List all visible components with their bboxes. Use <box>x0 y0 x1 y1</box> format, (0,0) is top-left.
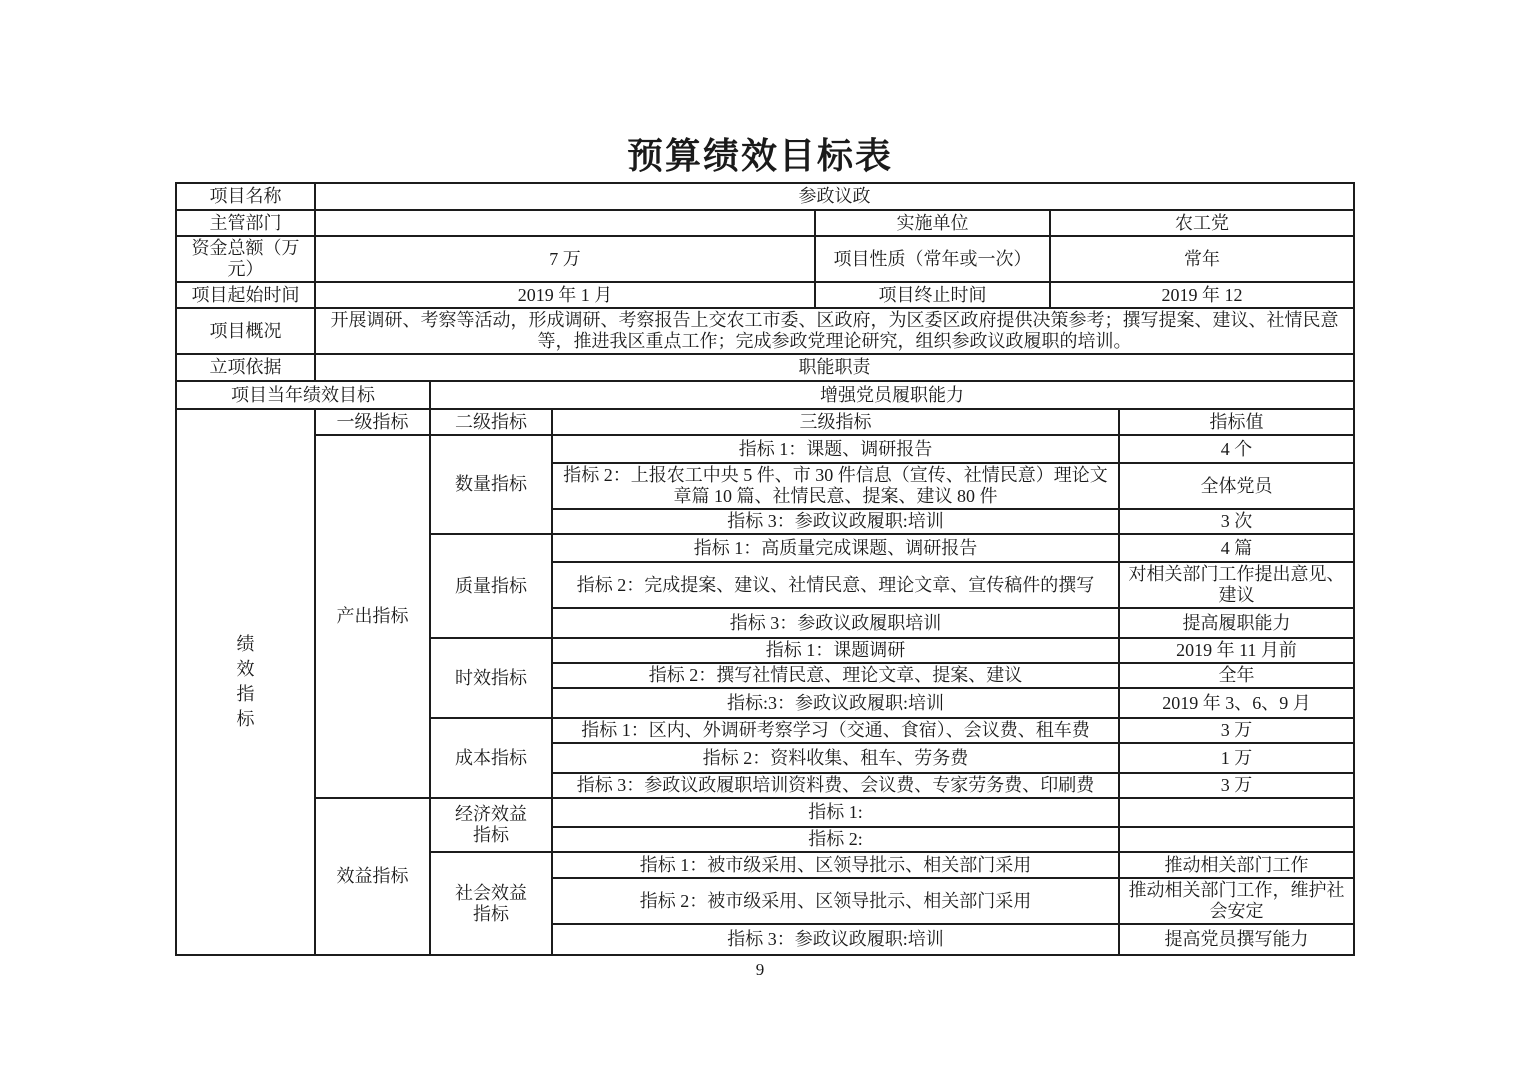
project-name-label: 项目名称 <box>176 183 315 210</box>
level1-header: 一级指标 <box>315 409 430 435</box>
economic-group-text: 经济效益指标 <box>455 804 527 845</box>
indicator-cell: 指标 2：上报农工中央 5 件、市 30 件信息（宣传、社情民意）理论文章篇 10 篇、社情民意、提案、建议 80 件 <box>552 463 1119 509</box>
output-group-label: 产出指标 <box>315 435 430 798</box>
start-time-value: 2019 年 1 月 <box>315 282 815 308</box>
annual-goal-label: 项目当年绩效目标 <box>176 381 430 409</box>
table-row <box>176 435 1354 463</box>
indicator-cell: 指标 2：撰写社情民意、理论文章、提案、建议 <box>552 663 1119 688</box>
annual-goal-value: 增强党员履职能力 <box>430 381 1354 409</box>
value-cell: 推动相关部门工作 <box>1119 852 1354 878</box>
value-cell: 对相关部门工作提出意见、建议 <box>1119 562 1354 608</box>
indicator-cell: 指标:3：参政议政履职:培训 <box>552 688 1119 718</box>
table-row <box>176 210 1354 236</box>
department-value <box>315 210 815 236</box>
value-cell <box>1119 827 1354 852</box>
indicator-header-row <box>176 409 1354 435</box>
indicator-cell: 指标 3：参政议政履职:培训 <box>552 509 1119 534</box>
indicator-cell: 指标 3：参政议政履职培训资料费、会议费、专家劳务费、印刷费 <box>552 773 1119 798</box>
indicator-cell: 指标 1：高质量完成课题、调研报告 <box>552 534 1119 562</box>
basis-value: 职能职责 <box>315 354 1354 381</box>
project-name-value: 参政议政 <box>315 183 1354 210</box>
indicator-cell: 指标 2: <box>552 827 1119 852</box>
level3-header: 三级指标 <box>552 409 1119 435</box>
indicator-cell: 指标 1：区内、外调研考察学习（交通、食宿）、会议费、租车费 <box>552 718 1119 743</box>
value-cell: 3 次 <box>1119 509 1354 534</box>
indicator-cell: 指标 1：被市级采用、区领导批示、相关部门采用 <box>552 852 1119 878</box>
overview-label: 项目概况 <box>176 308 315 354</box>
performance-indicator-label <box>176 409 315 955</box>
indicator-cell: 指标 2：被市级采用、区领导批示、相关部门采用 <box>552 878 1119 924</box>
table-row <box>176 798 1354 827</box>
budget-performance-table <box>175 182 1355 956</box>
indicator-cell: 指标 2：完成提案、建议、社情民意、理论文章、宣传稿件的撰写 <box>552 562 1119 608</box>
level2-header: 二级指标 <box>430 409 552 435</box>
start-time-label: 项目起始时间 <box>176 282 315 308</box>
overview-value: 开展调研、考察等活动，形成调研、考察报告上交农工市委、区政府，为区委区政府提供决策参考；撰写提案、建议、社情民意等，推进我区重点工作；完成参政党理论研究，组织参政议政履职的培训。 <box>315 308 1354 354</box>
value-cell: 3 万 <box>1119 718 1354 743</box>
indicator-cell: 指标 2：资料收集、租车、劳务费 <box>552 743 1119 773</box>
performance-indicator-vertical-text: 绩效指标 <box>236 634 255 729</box>
indicator-cell: 指标 1：课题调研 <box>552 638 1119 663</box>
social-group-text: 社会效益指标 <box>455 882 527 924</box>
value-cell: 提高党员撰写能力 <box>1119 924 1354 955</box>
indicator-cell: 指标 1：课题、调研报告 <box>552 435 1119 463</box>
social-group-label <box>430 852 552 955</box>
department-label: 主管部门 <box>176 210 315 236</box>
basis-label: 立项依据 <box>176 354 315 381</box>
nature-value: 常年 <box>1050 236 1354 282</box>
nature-label: 项目性质（常年或一次） <box>815 236 1050 282</box>
page-title: 预算绩效目标表 <box>626 136 893 176</box>
page-number: 9 <box>755 960 765 979</box>
impl-unit-label: 实施单位 <box>815 210 1050 236</box>
value-cell: 4 个 <box>1119 435 1354 463</box>
table-row <box>176 282 1354 308</box>
indicator-cell: 指标 3：参政议政履职:培训 <box>552 924 1119 955</box>
value-cell <box>1119 798 1354 827</box>
value-cell: 2019 年 11 月前 <box>1119 638 1354 663</box>
cost-group-label: 成本指标 <box>430 718 552 798</box>
end-time-label: 项目终止时间 <box>815 282 1050 308</box>
table-row <box>176 183 1354 210</box>
table-row <box>176 236 1354 282</box>
value-cell: 全年 <box>1119 663 1354 688</box>
economic-group-label <box>430 798 552 852</box>
value-cell: 4 篇 <box>1119 534 1354 562</box>
impl-unit-value: 农工党 <box>1050 210 1354 236</box>
total-fund-label: 资金总额（万元） <box>176 236 315 282</box>
value-cell: 推动相关部门工作，维护社会安定 <box>1119 878 1354 924</box>
quantity-group-label: 数量指标 <box>430 435 552 534</box>
quality-group-label: 质量指标 <box>430 534 552 638</box>
indicator-cell: 指标 1: <box>552 798 1119 827</box>
time-group-label: 时效指标 <box>430 638 552 718</box>
benefit-group-label: 效益指标 <box>315 798 430 955</box>
value-cell: 全体党员 <box>1119 463 1354 509</box>
end-time-value: 2019 年 12 <box>1050 282 1354 308</box>
value-cell: 2019 年 3、6、9 月 <box>1119 688 1354 718</box>
value-cell: 3 万 <box>1119 773 1354 798</box>
table-row <box>176 381 1354 409</box>
indicator-cell: 指标 3：参政议政履职培训 <box>552 608 1119 638</box>
value-cell: 1 万 <box>1119 743 1354 773</box>
table-row <box>176 308 1354 354</box>
total-fund-value: 7 万 <box>315 236 815 282</box>
value-header: 指标值 <box>1119 409 1354 435</box>
value-cell: 提高履职能力 <box>1119 608 1354 638</box>
table-row <box>176 354 1354 381</box>
